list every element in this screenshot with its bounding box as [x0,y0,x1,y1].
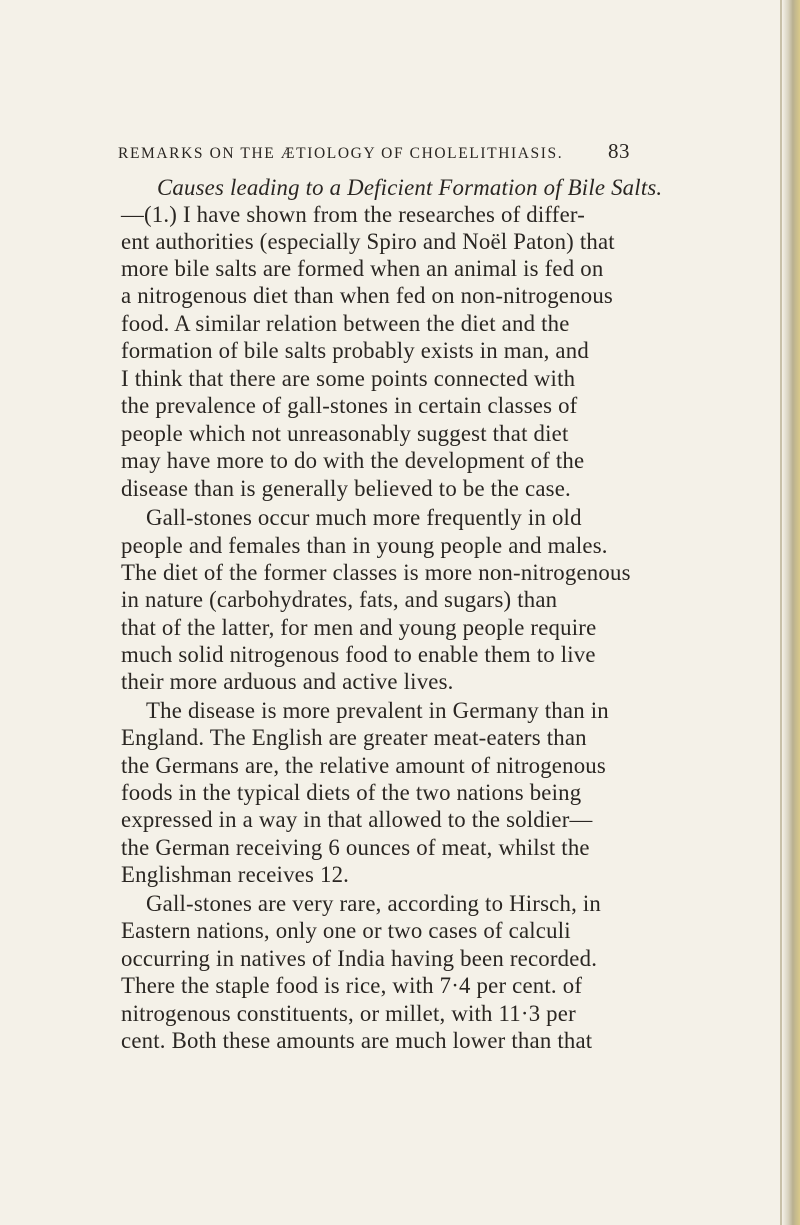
running-title: REMARKS ON THE ÆTIOLOGY OF CHOLELITHIASIS. [118,145,564,162]
text-line: Gall-stones occur much more frequently in old [146,505,582,530]
text-line: occurring in natives of India having been recorded. [121,946,598,971]
text-line: cent. Both these amounts are much lower than that [121,1028,593,1053]
text-line: people and females than in young people and males. [121,533,608,558]
text-line: may have more to do with the development of the [121,448,585,473]
text-line: disease than is generally believed to be the case. [121,476,571,501]
text-line: foods in the typical diets of the two nations being [121,780,582,805]
section-heading: Causes leading to a Deficient Formation of Bile Salts. [157,175,663,200]
text-line: that of the latter, for men and young people require [121,615,597,640]
text-line: The disease is more prevalent in Germany than in [146,698,609,723]
text-line: the Germans are, the relative amount of nitrogenous [121,753,606,778]
text-line: much solid nitrogenous food to enable them to live [121,642,596,667]
text-line: Englishman receives 12. [121,862,350,887]
text-line: the German receiving 6 ounces of meat, whilst the [121,835,590,860]
running-head [118,139,630,167]
text-line: I think that there are some points connected with [121,366,576,391]
text-line: Eastern nations, only one or two cases of calculi [121,918,571,943]
text-line: food. A similar relation between the diet and the [121,311,570,336]
text-line: nitrogenous constituents, or millet, with 11·3 per [121,1001,576,1026]
text-line: people which not unreasonably suggest that diet [121,421,569,446]
text-line: more bile salts are formed when an animal is fed on [121,256,604,281]
text-line: The diet of the former classes is more non-nitrogenous [121,560,631,585]
text-line: ent authorities (especially Spiro and Noël Paton) that [121,229,615,254]
text-line: Gall-stones are very rare, according to Hirsch, in [146,891,601,916]
text-line: expressed in a way in that allowed to the soldier— [121,807,593,832]
text-line: —(1.) I have shown from the researches of differ- [121,202,586,227]
text-line: their more arduous and active lives. [121,669,454,694]
page-number: 83 [608,139,630,163]
text-line: There the staple food is rice, with 7·4 per cent. of [121,973,583,998]
text-line: in nature (carbohydrates, fats, and sugars) than [121,587,558,612]
text-line: the prevalence of gall-stones in certain classes of [121,393,578,418]
binding-edge [782,0,800,1225]
text-line: England. The English are greater meat-eaters than [121,725,587,750]
text-line: formation of bile salts probably exists in man, and [121,338,589,363]
text-line: a nitrogenous diet than when fed on non-nitrogenous [121,283,613,308]
